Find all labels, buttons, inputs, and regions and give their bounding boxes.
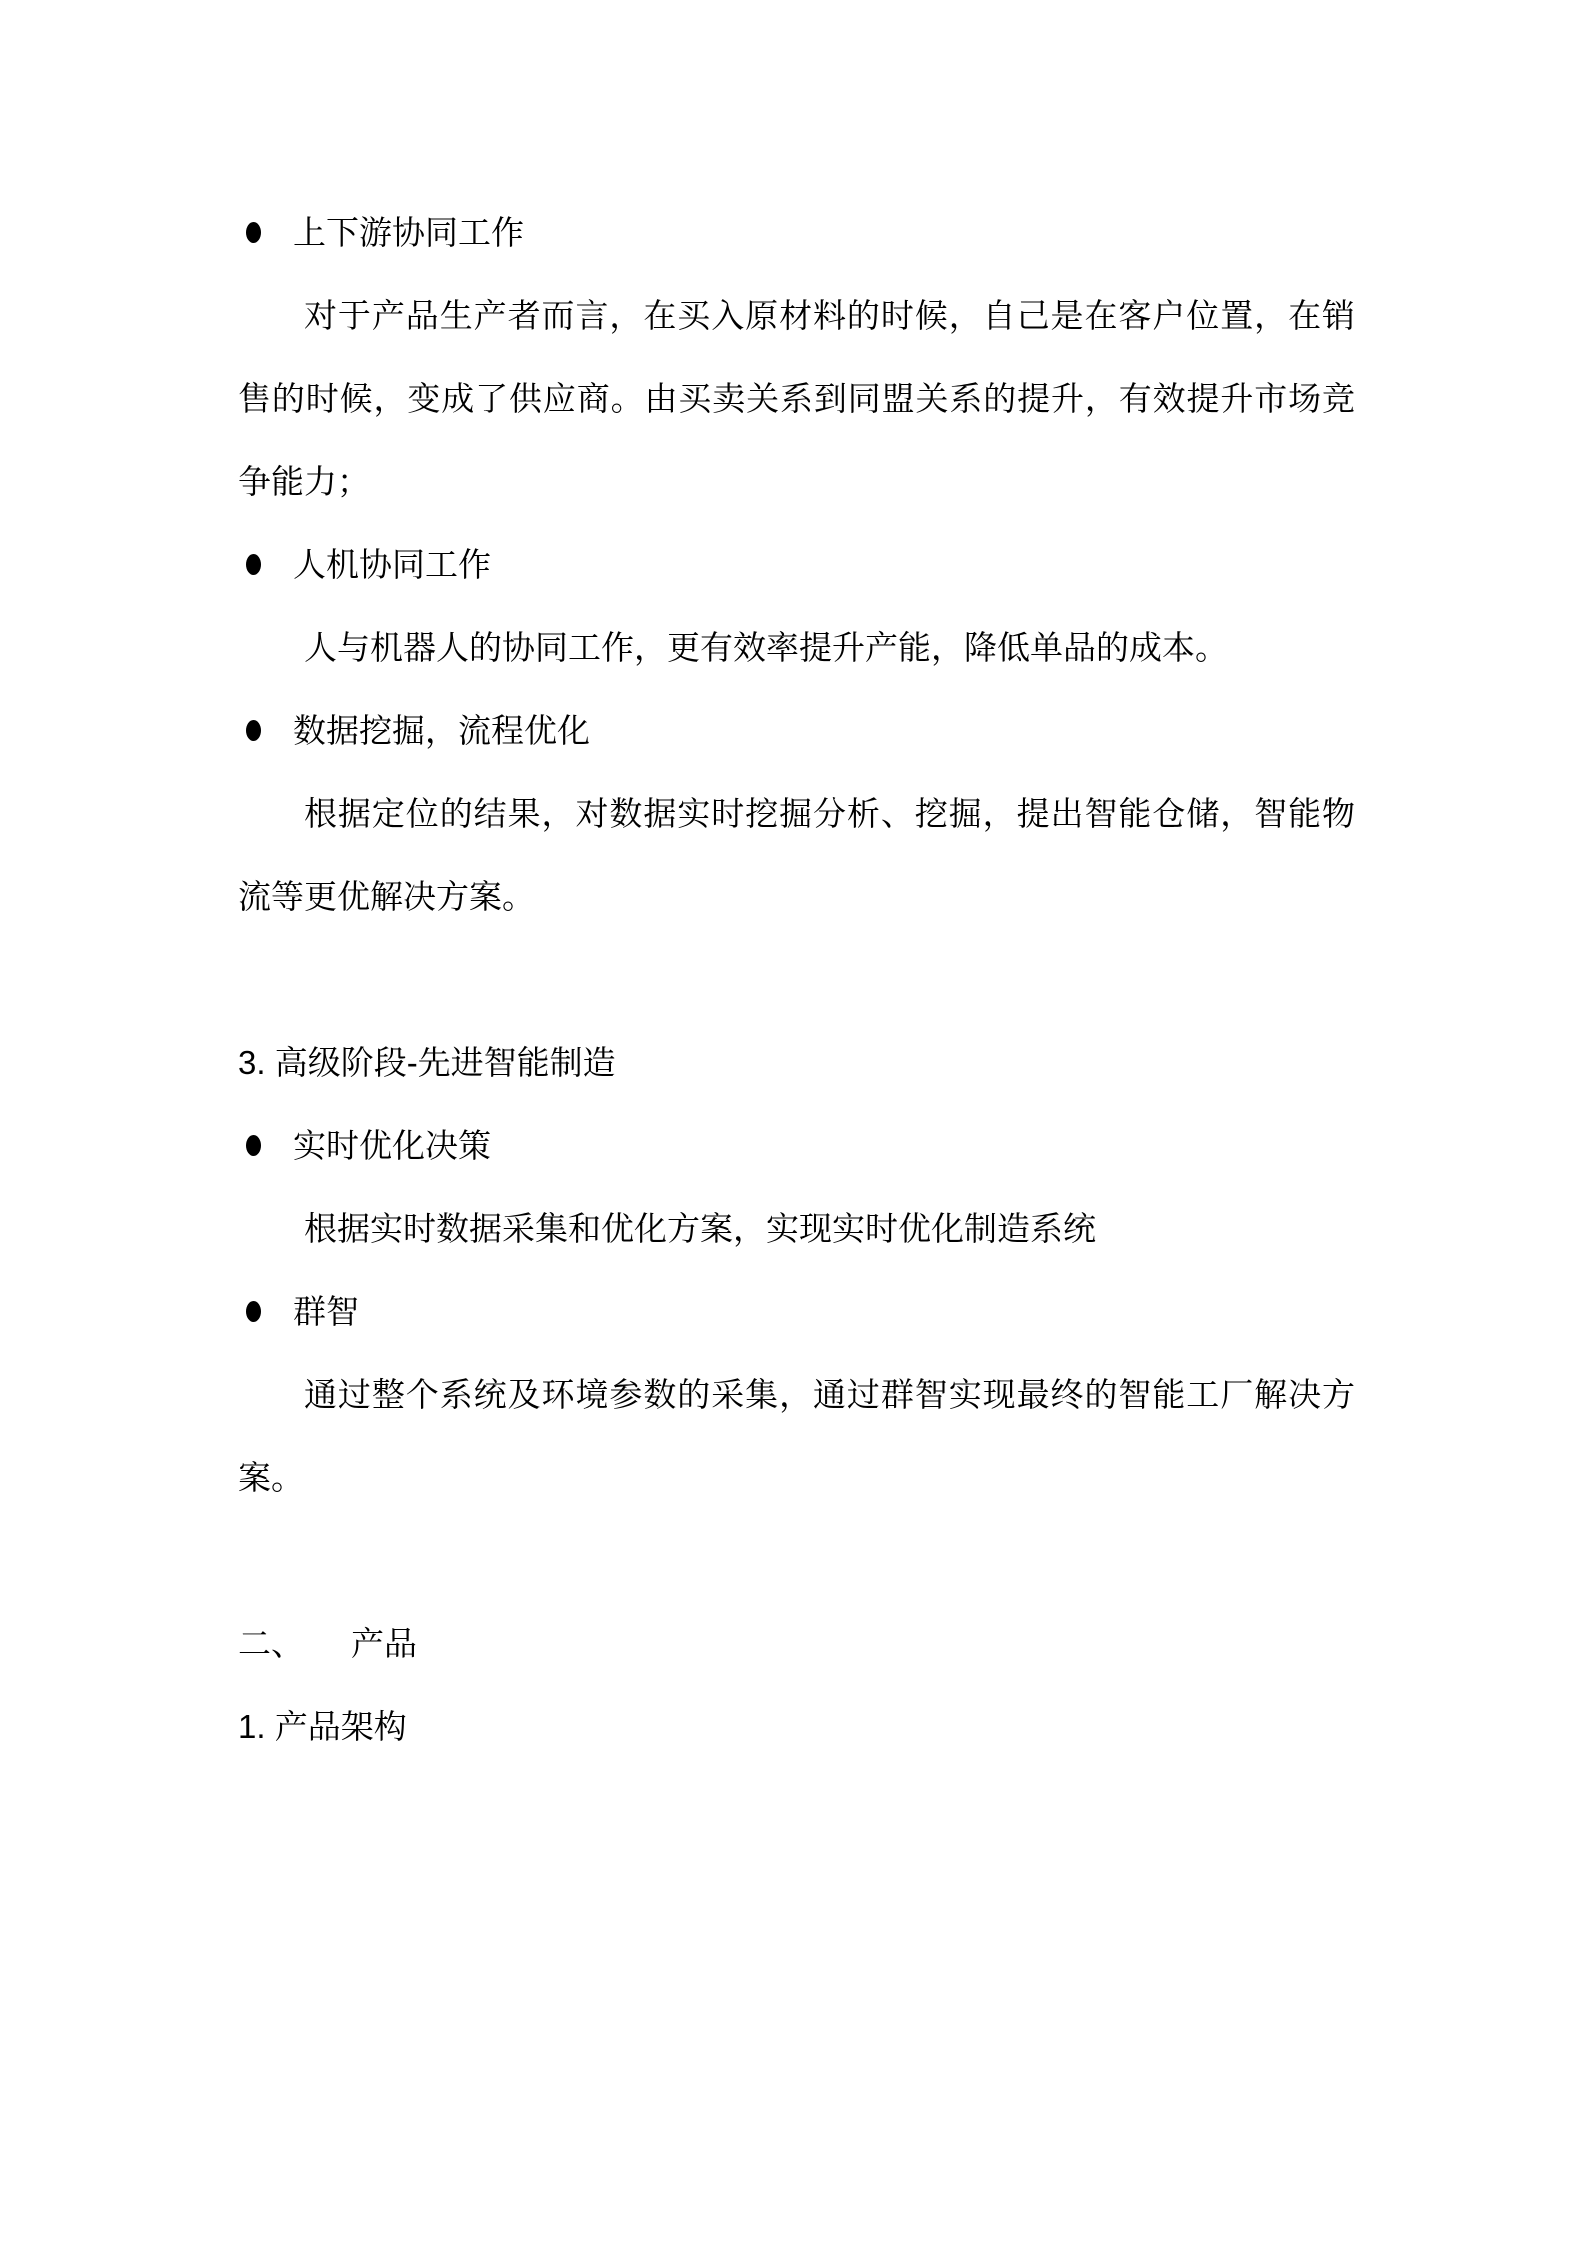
bullet-text: 群智	[293, 1293, 359, 1330]
bullet-icon	[246, 554, 261, 575]
bullet-item	[238, 523, 1355, 606]
paragraph: 根据定位的结果，对数据实时挖掘分析、挖掘，提出智能仓储，智能物流等更优解决方案。	[238, 795, 1355, 915]
chapter-heading	[238, 1602, 1355, 1685]
paragraph: 通过整个系统及环境参数的采集，通过群智实现最终的智能工厂解决方案。	[238, 1376, 1355, 1496]
bullet-text: 人机协同工作	[293, 546, 491, 583]
paragraph: 根据实时数据采集和优化方案，实现实时优化制造系统	[304, 1210, 1096, 1247]
bullet-text: 实时优化决策	[293, 1127, 491, 1164]
bullet-item	[238, 1270, 1355, 1353]
section-heading: 1. 产品架构	[238, 1708, 407, 1745]
bullet-icon	[246, 1135, 261, 1156]
bullet-icon	[246, 222, 261, 243]
bullet-text: 数据挖掘，流程优化	[293, 712, 590, 749]
bullet-text: 上下游协同工作	[293, 214, 524, 251]
bullet-item	[238, 191, 1355, 274]
paragraph: 人与机器人的协同工作，更有效率提升产能，降低单品的成本。	[304, 629, 1228, 666]
chapter-number: 二、	[238, 1625, 304, 1662]
bullet-icon	[246, 720, 261, 741]
chapter-title: 产品	[351, 1625, 417, 1662]
blank-line	[238, 938, 1355, 1021]
bullet-icon	[246, 1301, 261, 1322]
paragraph: 对于产品生产者而言，在买入原材料的时候，自己是在客户位置，在销售的时候，变成了供应商。由买卖关系到同盟关系的提升，有效提升市场竞争能力；	[238, 297, 1355, 500]
bullet-item	[238, 1104, 1355, 1187]
blank-line	[238, 1519, 1355, 1602]
bullet-item	[238, 689, 1355, 772]
section-heading: 3. 高级阶段-先进智能制造	[238, 1044, 616, 1081]
